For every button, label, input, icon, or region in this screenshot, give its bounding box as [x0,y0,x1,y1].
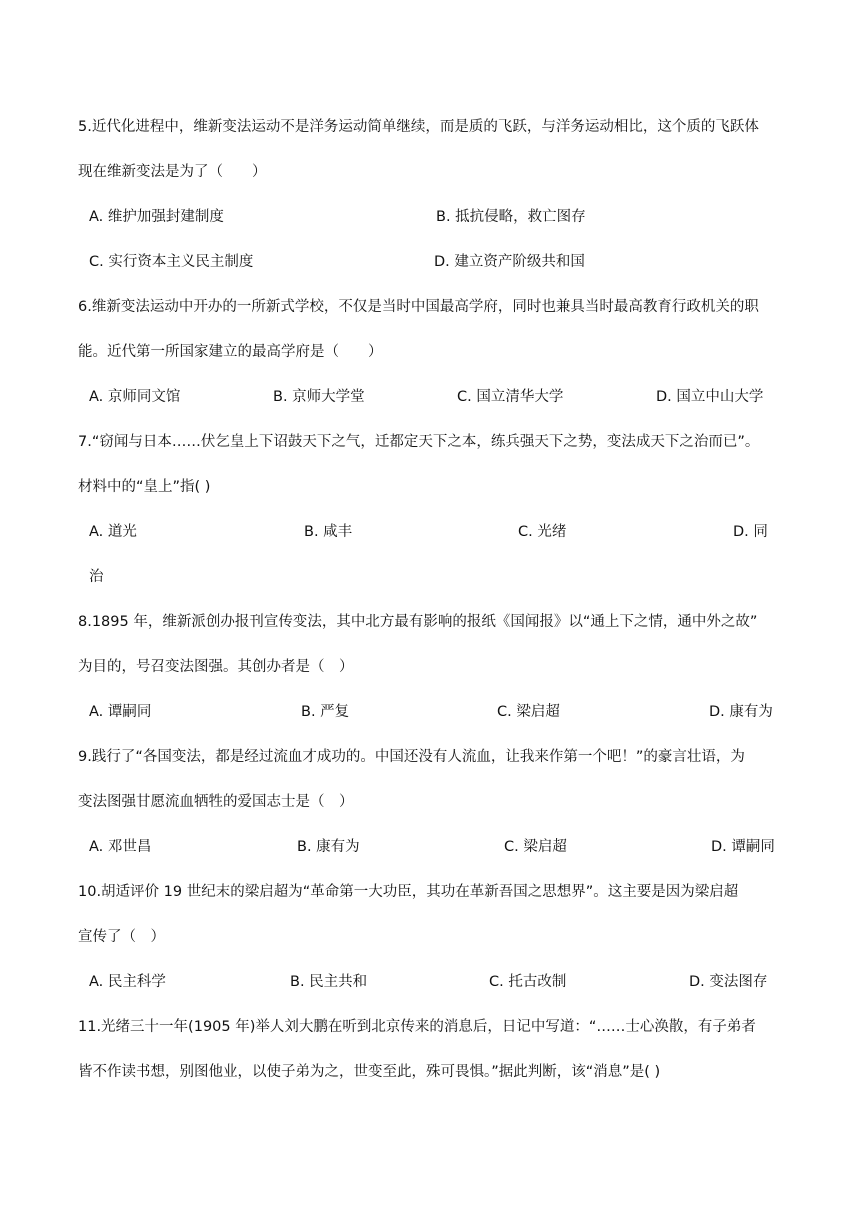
option-b: B. 咸丰 [304,524,353,540]
question-8-line-1: 8.1895 年，维新派创办报刊宣传变法，其中北方最有影响的报纸《国闻报》以“通上下之情，通中外之故” [78,614,758,630]
option-b: B. 抵抗侵略，救亡图存 [436,209,586,225]
option-b: B. 康有为 [297,839,360,855]
option-d-wrap: 治 [89,569,104,585]
question-6-line-1: 6.维新变法运动中开办的一所新式学校，不仅是当时中国最高学府，同时也兼具当时最高教育行政机关的职 [78,299,759,315]
option-d: D. 康有为 [709,704,773,720]
question-5-options [0,207,860,227]
question-7-option-wrap [0,567,860,587]
option-c: C. 托古改制 [489,974,567,990]
question-7-line-2: 材料中的“皇上”指( ) [78,479,211,495]
question-10-line-1: 10.胡适评价 19 世纪末的梁启超为“革命第一大功臣，其功在革新吾国之思想界”。这主要是因为梁启超 [78,884,739,900]
question-5-line-1: 5.近代化进程中，维新变法运动不是洋务运动简单继续，而是质的飞跃，与洋务运动相比，这个质的飞跃体 [78,119,759,135]
question-11-line-1: 11.光绪三十一年(1905 年)举人刘大鹏在听到北京传来的消息后，日记中写道：“……士心涣散，有子弟者 [78,1019,756,1035]
question-7-line-1: 7.“窃闻与日本……伏乞皇上下诏鼓天下之气，迁都定天下之本，练兵强天下之势，变法成天下之治而已”。 [78,434,760,450]
option-b: B. 民主共和 [290,974,368,990]
option-a: A. 京师同文馆 [89,389,181,405]
question-8-options [0,702,860,722]
option-a: A. 邓世昌 [89,839,152,855]
question-11-line-2: 皆不作读书想，别图他业，以使子弟为之，世变至此，殊可畏惧。”据此判断，该“消息”是( ) [78,1064,661,1080]
question-9-line-2: 变法图强甘愿流血牺牲的爱国志士是（ ） [78,794,354,810]
option-c: C. 梁启超 [497,704,560,720]
question-9-options [0,837,860,857]
option-a: A. 民主科学 [89,974,166,990]
option-a: A. 道光 [89,524,137,540]
question-10-line-2: 宣传了（ ） [78,929,165,945]
option-a: A. 谭嗣同 [89,704,152,720]
option-b: B. 严复 [301,704,350,720]
question-6-options [0,387,860,407]
option-c: C. 国立清华大学 [457,389,564,405]
option-c: C. 光绪 [518,524,567,540]
question-7-options [0,522,860,542]
question-5-line-2: 现在维新变法是为了（ ） [78,164,267,180]
option-a: A. 维护加强封建制度 [89,209,224,225]
option-c: C. 实行资本主义民主制度 [89,254,254,270]
option-c: C. 梁启超 [504,839,567,855]
option-d: D. 变法图存 [689,974,768,990]
question-10-options [0,972,860,992]
option-d: D. 谭嗣同 [711,839,775,855]
question-6-line-2: 能。近代第一所国家建立的最高学府是（ ） [78,344,383,360]
question-5-options-row-2 [0,252,860,272]
option-d: D. 同 [733,524,768,540]
question-8-line-2: 为目的，号召变法图强。其创办者是（ ） [78,659,354,675]
option-d: D. 建立资产阶级共和国 [434,254,585,270]
option-d: D. 国立中山大学 [656,389,764,405]
question-9-line-1: 9.践行了“各国变法，都是经过流血才成功的。中国还没有人流血，让我来作第一个吧！”的豪言壮语，为 [78,749,745,765]
option-b: B. 京师大学堂 [273,389,365,405]
